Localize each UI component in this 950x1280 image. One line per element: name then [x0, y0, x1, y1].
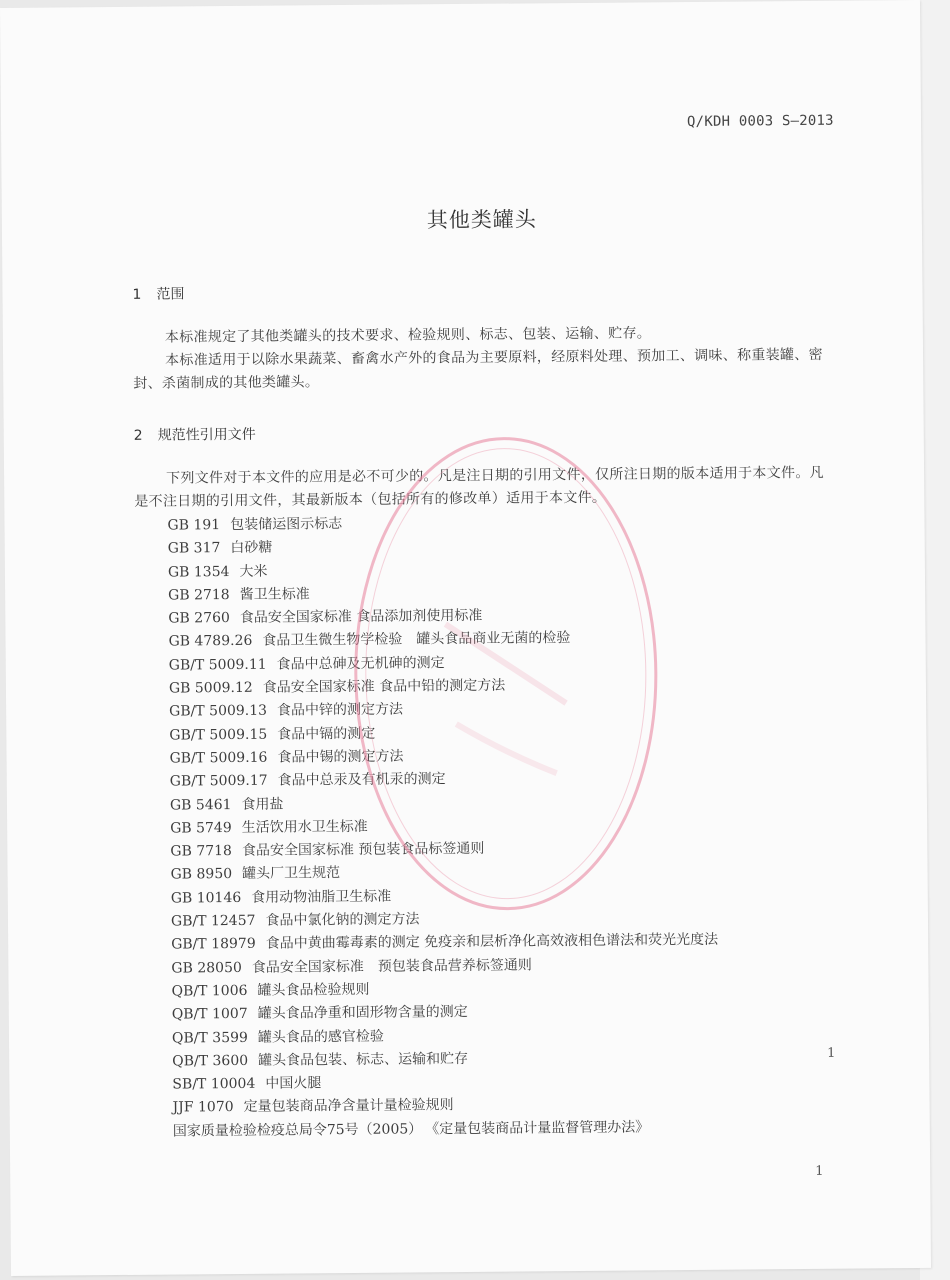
reference-code: GB 28050 [171, 959, 242, 977]
reference-title: 酱卫生标准 [239, 586, 310, 603]
reference-code: QB/T 1007 [171, 1006, 248, 1023]
reference-code: QB/T 3599 [171, 1029, 248, 1047]
reference-title: 生活饮用水卫生标准 [241, 818, 368, 836]
reference-title: 食品中镉的测定 [277, 725, 376, 743]
reference-code: GB 10146 [170, 889, 242, 907]
section-number: 1 [132, 286, 142, 303]
reference-code: GB 8950 [170, 866, 233, 883]
reference-code: GB/T 5009.15 [169, 726, 268, 744]
reference-code: QB/T 3600 [172, 1052, 249, 1070]
section-heading-scope [132, 283, 184, 303]
reference-code: GB 191 [167, 517, 221, 534]
reference-code: GB 5749 [170, 819, 232, 837]
section-number: 2 [133, 427, 143, 444]
section-heading-references [134, 424, 256, 445]
reference-code: GB/T 18979 [171, 936, 256, 953]
reference-title: 罐头食品净重和固形物含量的测定 [257, 1004, 468, 1023]
reference-title: 食品安全国家标准 预包装食品营养标签通则 [251, 957, 532, 976]
page-number: 1 [815, 1163, 824, 1179]
reference-title: 食品卫生微生物学检验 罐头食品商业无菌的检验 [262, 630, 571, 650]
reference-title: 食品安全国家标准 食品添加剂使用标准 [239, 608, 483, 627]
reference-title: 食品中锌的测定方法 [276, 701, 404, 719]
reference-title: 大米 [239, 563, 268, 580]
reference-code: GB 2718 [168, 586, 230, 604]
margin-page-number: 1 [827, 1045, 836, 1061]
reference-code: GB 5009.12 [168, 679, 253, 697]
reference-title: 食品安全国家标准 预包装食品标签通则 [241, 840, 485, 860]
reference-code: 国家质量检验检疫总局令75号（2005） [172, 1121, 423, 1140]
paragraph: 下列文件对于本文件的应用是必不可少的。凡是注日期的引用文件，仅所注日期的版本适用于本文件。凡是不注日期的引用文件，其最新版本（包括所有的修改单）适用于本文件。 [134, 464, 824, 510]
reference-item [171, 929, 718, 957]
reference-code: QB/T 1006 [171, 982, 248, 1000]
reference-code: GB/T 5009.17 [169, 772, 268, 790]
reference-code: GB/T 12457 [170, 912, 256, 930]
reference-code: GB 1354 [167, 563, 230, 581]
reference-code: GB 7718 [170, 843, 232, 860]
reference-title: 罐头厂卫生规范 [242, 865, 341, 883]
reference-title: 食品中锡的测定方法 [277, 748, 404, 766]
reference-code: SB/T 10004 [172, 1075, 256, 1093]
reference-title: 食品中总砷及无机砷的测定 [276, 654, 445, 673]
reference-title: 罐头食品的感官检验 [257, 1028, 384, 1046]
document-code: Q/KDH 0003 S—2013 [686, 112, 834, 131]
reference-title: 食品中总汞及有机汞的测定 [277, 771, 446, 789]
reference-list [167, 510, 719, 1144]
reference-title: 中国火腿 [265, 1075, 322, 1092]
paragraph: 本标准适用于以除水果蔬菜、畜禽水产外的食品为主要原料，经原料处理、预加工、调味、称重装罐、密封、杀菌制成的其他类罐头。 [133, 346, 823, 392]
reference-title: 定量包装商品净含量计量检验规则 [243, 1097, 454, 1116]
reference-code: GB/T 5009.16 [169, 749, 268, 767]
reference-title: 食品安全国家标准 食品中铅的测定方法 [262, 677, 506, 696]
reference-code: GB/T 5009.13 [169, 703, 268, 720]
reference-title: 白砂糖 [230, 539, 273, 557]
section-title: 规范性引用文件 [157, 426, 256, 444]
paragraph: 本标准规定了其他类罐头的技术要求、检验规则、标志、包装、运输、贮存。 [164, 325, 652, 346]
reference-title: 包装储运图示标志 [230, 516, 343, 534]
reference-code: GB/T 5009.11 [168, 656, 267, 674]
section-title: 范围 [156, 286, 185, 303]
reference-code: GB 317 [167, 540, 221, 557]
reference-title: 罐头食品检验规则 [257, 981, 370, 999]
reference-title: 食品中黄曲霉毒素的测定 免疫亲和层析净化高效液相色谱法和荧光光度法 [265, 932, 719, 953]
page-title: 其他类罐头 [426, 207, 537, 233]
reference-title: 食用动物油脂卫生标准 [251, 888, 392, 906]
reference-code: GB 4789.26 [168, 633, 253, 651]
reference-code: GB 2760 [168, 610, 230, 627]
reference-title: 食用盐 [241, 796, 284, 813]
reference-title: 《定量包装商品计量监督管理办法》 [432, 1119, 650, 1137]
reference-item [173, 1115, 720, 1143]
reference-title: 食品中氯化钠的测定方法 [265, 911, 420, 929]
reference-title: 罐头食品包装、标志、运输和贮存 [258, 1050, 469, 1069]
reference-code: GB 5461 [169, 796, 232, 814]
reference-code: JJF 1070 [172, 1099, 234, 1116]
